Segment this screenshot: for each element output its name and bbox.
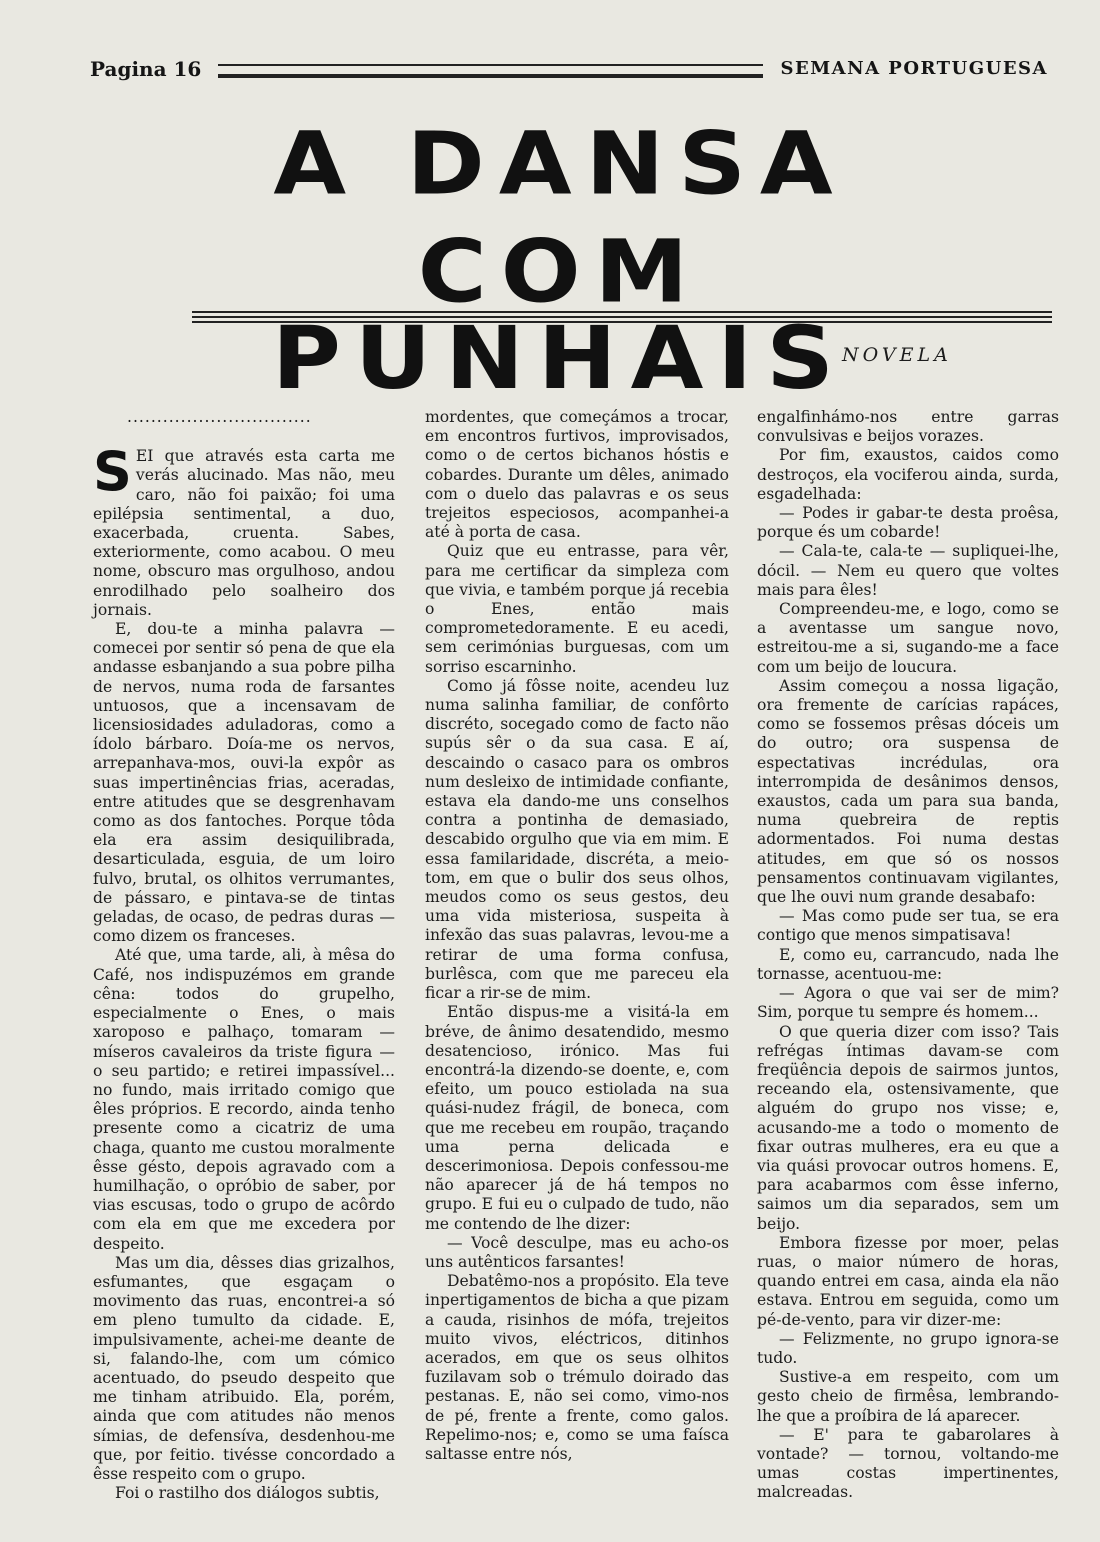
paragraph: Debatêmo-nos a propósito. Ela teve inpertigamentos de bicha a que pizam a cauda, risinhos de mófa, trejeitos muito vivos, eléctricos, ditinhos acerados, em que os seus olhitos fuzilavam sob o trémulo doirado das pestanas. E, não sei como, vimo-nos de pé, frente a frente, como galos. Repelimo-nos; e, como se uma faísca saltasse entre nós, [425,1272,729,1463]
paragraph: engalfinhámo-nos entre garras convulsivas e beijos vorazes. [757,408,1059,446]
paragraph: E, como eu, carrancudo, nada lhe tornasse, acentuou-me: [757,945,1059,983]
paragraph: E, dou-te a minha palavra — comecei por sentir só pena de que ela andasse esbanjando a sua pobre pilha de nervos, numa roda de farsantes untuosos, que a incensavam de licensiosidades aduladoras, como a ídolo bárbaro. Doía-me os nervos, arrepanhava-mos, ouvi-la expôr as suas impertinências frias, aceradas, entre atitudes que se desgrenhavam como as dos fantoches. Porque tôda ela era assim desiquilibrada, desarticulada, esguia, de um loiro fulvo, brutal, os olhitos verrumantes, de pássaro, e pintava-se de tintas geladas, de ocaso, de pedras duras — como dizem os franceses. [93,620,395,946]
paragraph: Mas um dia, dêsses dias grizalhos, esfumantes, que esgaçam o movimento das ruas, encontrei-a só em pleno tumulto da cidade. E, impulsivamente, achei-me deante de si, falando-lhe, com um cómico acentuado, do pseudo despeito que me tinham atribuido. Ela, porém, ainda que com atitudes não menos símias, de defensíva, desdenhou-me que, por feitio. tivésse concordado a êsse respeito com o grupo. [93,1253,395,1483]
magazine-name: SEMANA PORTUGUESA [780,58,1048,79]
paragraph: mordentes, que começámos a trocar, em encontros furtivos, improvisados, como o de certos bichanos hóstis e cobardes. Durante um dêles, animado com o duelo das palavras e os seus trejeitos especiosos, acompanhei-a até à porta de casa. [425,408,729,542]
paragraph: Por fim, exaustos, caidos como destroços, ela vociferou ainda, surda, esgadelhada: [757,446,1059,503]
story-title-line-1: A DANSA [273,114,847,215]
paragraph-text: EI que através esta carta me verás alucinado. Mas não, meu caro, não foi paixão; foi uma epilépsia sentimental, a duo, exacerbada, cruenta. Sabes, exteriormente, como acabou. O meu nome, obscuro mas orgulhoso, andou enrodilhado pelo soalheiro dos jornais. [93,447,395,619]
paragraph: — Agora o que vai ser de mim? Sim, porque tu sempre és homem... [757,984,1059,1022]
text-column-2 [425,408,729,1464]
story-title-line-2: COM PUNHAIS [272,222,848,409]
paragraph: — Mas como pude ser tua, se era contigo que menos simpatisava! [757,907,1059,945]
paragraph: Quiz que eu entrasse, para vêr, para me certificar da simpleza com que vivia, e também porque já recebia o Enes, então mais comprometedoramente. E eu acedi, sem cerimónias burguesas, com um sorriso escarninho. [425,542,729,676]
paragraph: Assim começou a nossa ligação, ora fremente de carícias rapáces, como se fossemos prêsas dóceis um do outro; ora suspensa de espectativas incrédulas, ora interrompida de desânimos densos, exaustos, cada um para sua banda, numa quebreira de reptis adormentados. Foi numa destas atitudes, em que só os nossos pensamentos continuavam vigilantes, que lhe ouvi num grande desabafo: [757,676,1059,907]
title-rule-2 [192,316,1052,318]
paragraph: — Felizmente, no grupo ignora-se tudo. [757,1329,1059,1367]
paragraph: Sustive-a em respeito, com um gesto cheio de firmêsa, lembrando-lhe que a proíbira de lá aparecer. [757,1368,1059,1425]
ellipsis-line: ............................... [127,408,312,426]
title-rule-3 [192,321,1052,323]
paragraph: O que queria dizer com isso? Tais refrégas íntimas davam-se com freqüência depois de sairmos juntos, receando ela, ostensivamente, que alguém do grupo nos visse; e, acusando-me a todo o momento de fixar outras mulheres, era eu que a via quási provocar outros homens. E, para acabarmos com êsse inferno, saimos um dia separados, sem um beijo. [757,1022,1059,1233]
drop-cap: S [93,440,132,504]
paragraph [93,440,395,620]
paragraph: Até que, uma tarde, ali, à mêsa do Café, nos indispuzémos em grande cêna: todos do grupelho, especialmente o Enes, o mais xaroposo e palhaço, tomaram — míseros cavaleiros da triste figura — o seu partido; e retirei impassível... no fundo, mais irritado comigo que êles próprios. E recordo, ainda tenho presente como a cicatriz de uma chaga, quanto me custou moralmente êsse gésto, depois agravado com a humilhação, o opróbio de saber, por vias escusas, todo o grupo de acôrdo com ela em que me excedera por despeito. [93,946,395,1253]
text-column-1 [93,408,395,1503]
header-rule [218,64,763,78]
page-number: Pagina 16 [90,57,202,81]
paragraph: Embora fizesse por moer, pelas ruas, o maior número de horas, quando entrei em casa, ainda ela não estava. Entrou em seguida, como um pé-de-vento, para vir dizer-me: [757,1233,1059,1329]
paragraph: — Cala-te, cala-te — supliquei-lhe, dócil. — Nem eu quero que voltes mais para êles! [757,542,1059,599]
paragraph: — Podes ir gabar-te desta proêsa, porque és um cobarde! [757,504,1059,542]
title-rule-1 [192,311,1052,313]
paragraph: — E' para te gabarolares à vontade? — tornou, voltando-me umas costas impertinentes, malcreadas. [757,1425,1059,1502]
paragraph: Então dispus-me a visitá-la em bréve, de ânimo desatendido, mesmo desatencioso, irónico. Mas fui encontrá-la dizendo-se doente, e, com efeito, um pouco estiolada na sua quási-nudez frágil, de boneca, com que me recebeu em roupão, traçando uma perna delicada e descerimoniosa. Depois confessou-me não aparecer já de há tempos no grupo. E fui eu o culpado de tudo, não me contendo de lhe dizer: [425,1003,729,1233]
genre-label: NOVELA [842,344,952,366]
paragraph: Compreendeu-me, e logo, como se a aventasse um sangue novo, estreitou-me a si, sugando-me a face com um beijo de loucura. [757,600,1059,676]
paragraph: Foi o rastilho dos diálogos subtis, [115,1484,380,1503]
text-column-3 [757,408,1059,1503]
paragraph: — Você desculpe, mas eu acho-os uns autênticos farsantes! [425,1233,729,1271]
paragraph: Como já fôsse noite, acendeu luz numa salinha familiar, de confôrto discréto, socegado como de facto não supús sêr o da sua casa. E aí, descaindo o casaco para os ombros num desleixo de intimidade confiante, estava ela dando-me uns conselhos contra a pontinha de demasiado, descabido orgulho que via em mim. E essa familaridade, discréta, a meio-tom, em que o bulir dos seus olhos, meudos como os seus gestos, deu uma vida misteriosa, suspeita à infexão das suas palavras, levou-me a retirar de uma forma confusa, burlêsca, com que me pareceu ela ficar a rir-se de mim. [425,676,729,1003]
